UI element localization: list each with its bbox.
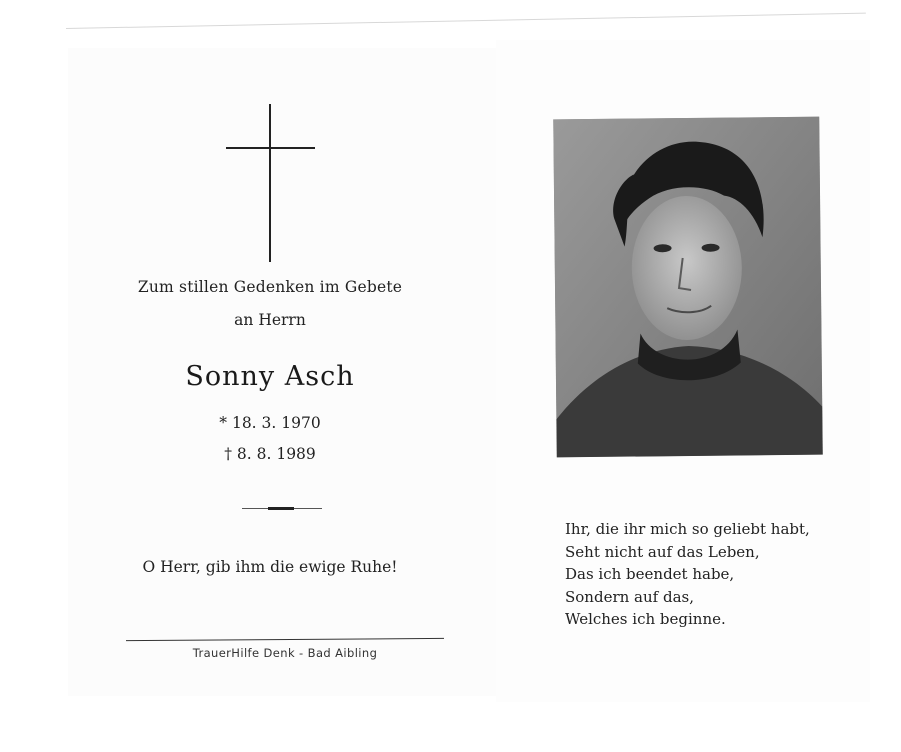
poem-line: Das ich beendet habe, [565, 565, 735, 583]
poem-block [565, 518, 810, 631]
intro-line-2: an Herrn [234, 311, 306, 329]
portrait-photo [553, 117, 823, 458]
intro-line-1: Zum stillen Gedenken im Gebete [137, 278, 403, 296]
poem-line: Welches ich beginne. [565, 610, 726, 628]
death-date: † 8. 8. 1989 [224, 445, 316, 463]
deceased-name: Sonny Asch [185, 361, 355, 392]
birth-date: * 18. 3. 1970 [219, 414, 321, 432]
prayer-text: O Herr, gib ihm die ewige Ruhe! [142, 558, 398, 576]
divider-accent [268, 507, 294, 510]
poem-line: Seht nicht auf das Leben, [565, 542, 760, 561]
poem-line: Ihr, die ihr mich so geliebt habt, [565, 520, 810, 538]
poem-line: Sondern auf das, [565, 587, 694, 606]
funeral-home-footer: TrauerHilfe Denk - Bad Aibling [192, 646, 378, 660]
